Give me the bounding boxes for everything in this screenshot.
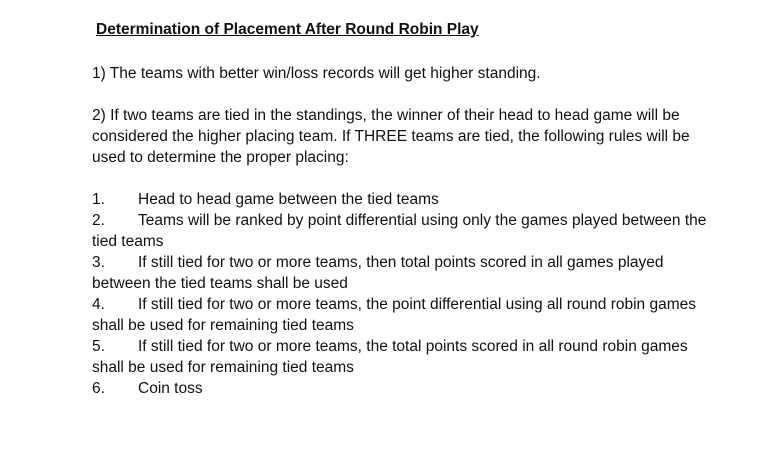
- paragraph-win-loss: 1) The teams with better win/loss records will get higher standing.: [92, 65, 541, 82]
- list-item: [92, 189, 712, 210]
- list-item-text: If still tied for two or more teams, then total points scored in all games played between the tied teams shall be used: [92, 254, 664, 292]
- list-item-text: Head to head game between the tied teams: [138, 191, 439, 208]
- list-item-number: 1.: [92, 191, 105, 208]
- list-item: [92, 210, 712, 252]
- list-item: [92, 336, 712, 378]
- list-item-number: 5.: [92, 338, 105, 355]
- list-item-text: If still tied for two or more teams, the total points scored in all round robin games shall be used for remaining tied teams: [92, 338, 688, 376]
- list-item-number: 2.: [92, 212, 105, 229]
- list-item-text: If still tied for two or more teams, the point differential using all round robin games shall be used for remaining tied teams: [92, 296, 696, 334]
- paragraph-tie-rules: 2) If two teams are tied in the standings, the winner of their head to head game will be considered the higher placing team. If THREE teams are tied, the following rules will be used to determine the proper placing:: [92, 107, 690, 166]
- list-item-number: 3.: [92, 254, 105, 271]
- document-body: [92, 18, 712, 399]
- list-item: [92, 378, 712, 399]
- list-item-text: Coin toss: [138, 380, 203, 397]
- list-item: [92, 252, 712, 294]
- list-item-number: 6.: [92, 380, 105, 397]
- list-item-text: Teams will be ranked by point differential using only the games played between the tied teams: [92, 212, 707, 250]
- list-item: [92, 294, 712, 336]
- tiebreaker-list: [92, 189, 712, 399]
- document-title: Determination of Placement After Round Robin Play: [96, 21, 479, 38]
- list-item-number: 4.: [92, 296, 105, 313]
